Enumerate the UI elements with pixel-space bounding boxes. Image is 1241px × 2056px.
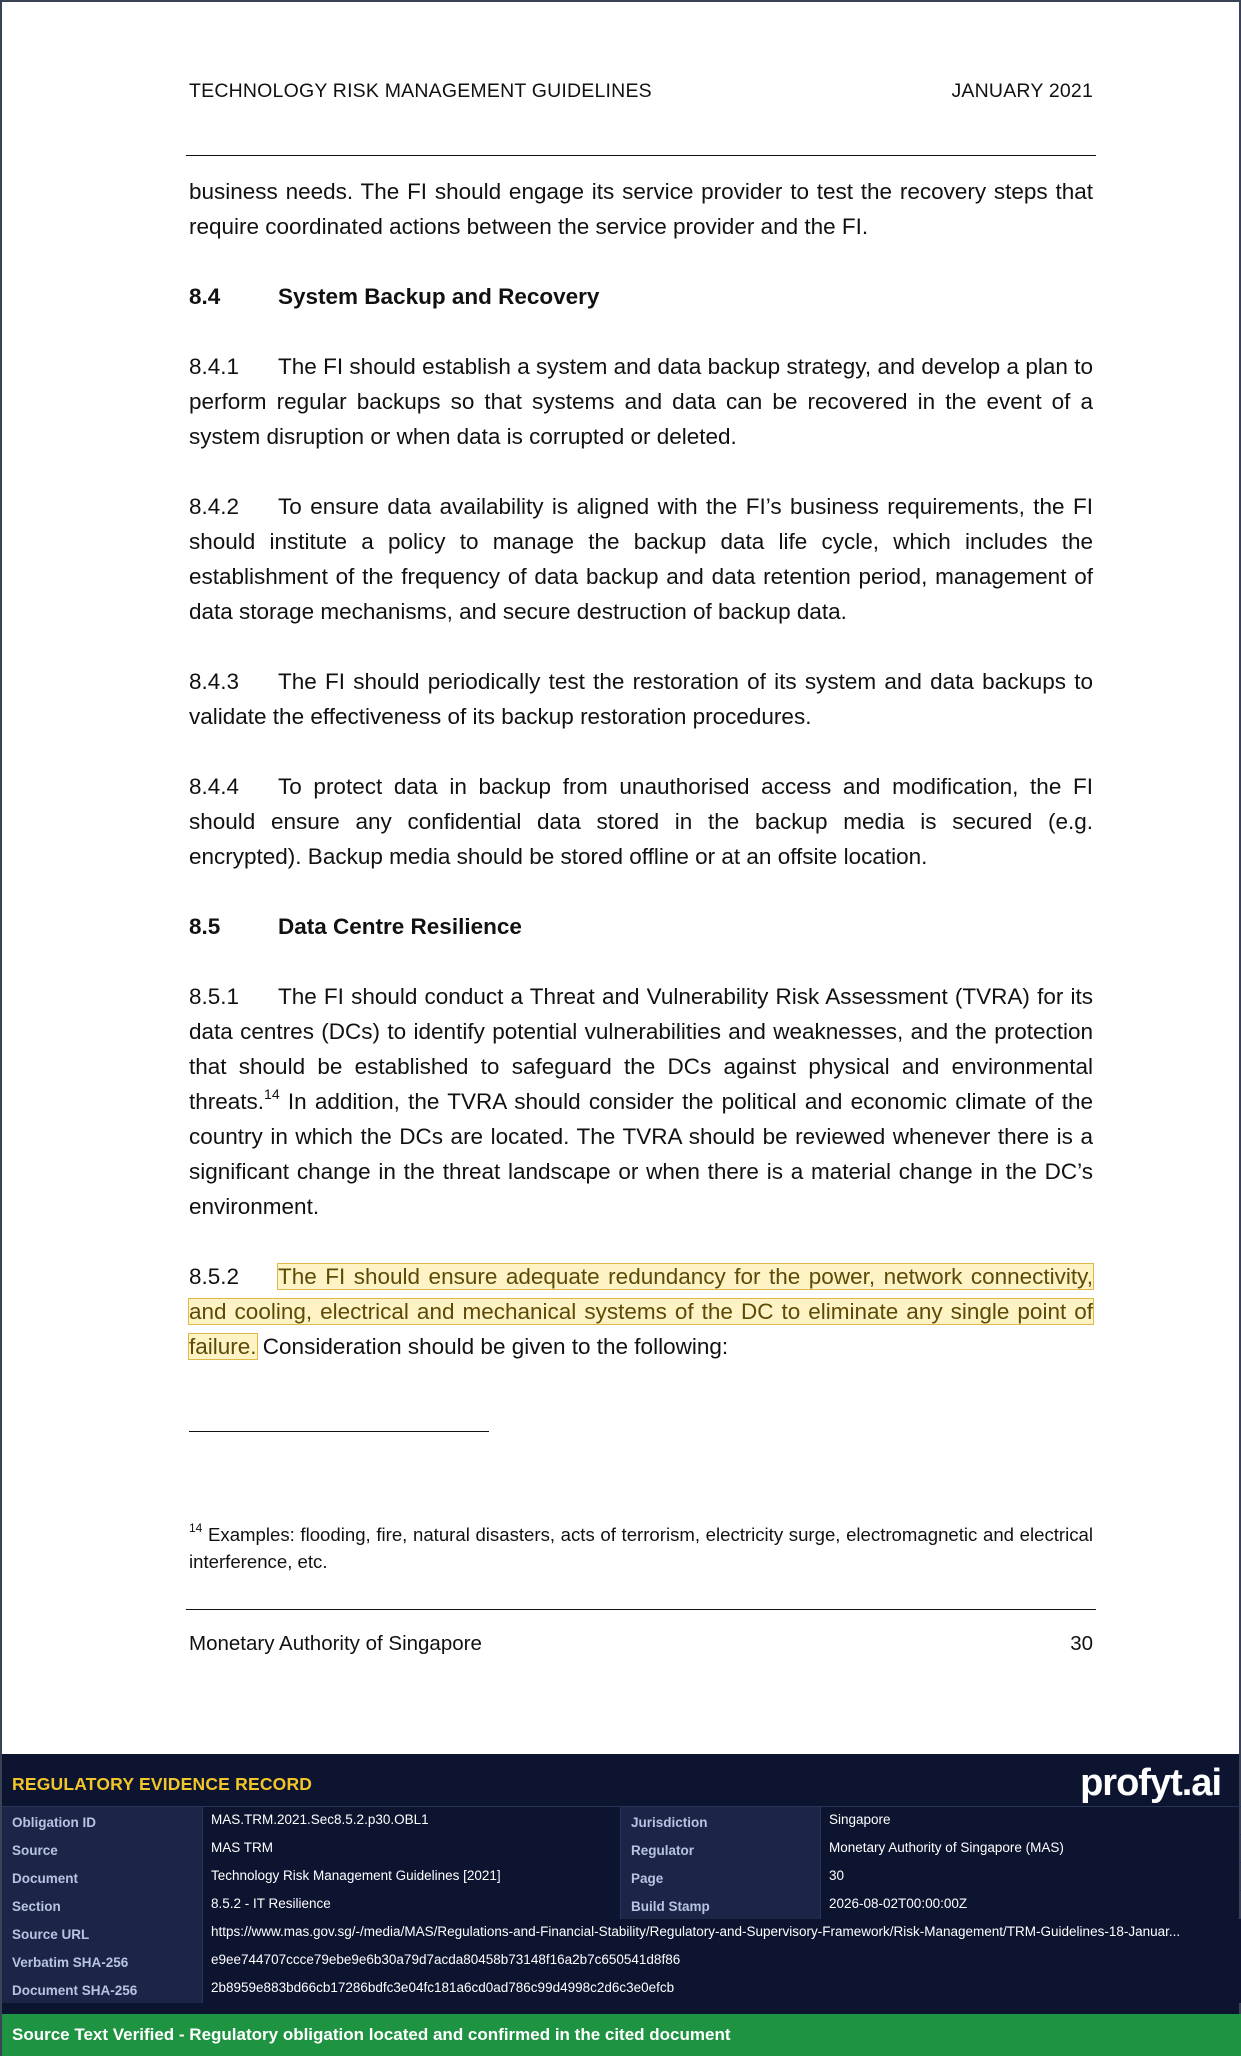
page-value: 30 (820, 1863, 1238, 1891)
paragraph-text: To ensure data availability is aligned with the FI’s business requirements, the FI should institute a policy to manage the backup data life cycle, which includes the establishment of the frequency of data backup and data retention period, management of data storage mechanisms, and secure destruction of backup data. (189, 494, 1093, 624)
paragraph-number: 8.5.2 (189, 1264, 240, 1289)
section-title: System Backup and Recovery (278, 284, 600, 309)
field-label: Page (620, 1863, 820, 1891)
build-stamp-value: 2026-08-02T00:00:00Z (820, 1891, 1238, 1919)
section-number: 8.5 (189, 914, 221, 939)
evidence-row (2, 1806, 1241, 1834)
header-date: JANUARY 2021 (951, 80, 1093, 102)
document-body (189, 174, 1093, 1399)
evidence-row (2, 1890, 1241, 1918)
page-footer (189, 1632, 1093, 1656)
footnote (189, 1521, 1093, 1575)
field-label: Regulator (620, 1835, 820, 1863)
source-value: MAS TRM (202, 1835, 620, 1863)
document-value: Technology Risk Management Guidelines [2021] (202, 1863, 620, 1891)
evidence-grid (2, 1806, 1241, 2002)
paragraph-text: Consideration should be given to the following: (256, 1334, 729, 1359)
footnote-reference[interactable]: 14 (264, 1085, 280, 1102)
paragraph-text-continued: In addition, the TVRA should consider the political and economic climate of the country in which the DCs are located. The TVRA should be reviewed whenever there is a significant change in the threat landscape or when there is a material change in the DC’s environment. (189, 1089, 1093, 1219)
page-number: 30 (1070, 1632, 1093, 1655)
section-value: 8.5.2 - IT Resilience (202, 1891, 620, 1919)
evidence-row (2, 1946, 1241, 1974)
section-number: 8.4 (189, 284, 221, 309)
profyt-logo: profyt.ai (1080, 1762, 1221, 1804)
field-label: Obligation ID (2, 1807, 202, 1835)
page-header (189, 80, 1093, 103)
paragraph-text: The FI should periodically test the restoration of its system and data backups to validate the effectiveness of its backup restoration procedures. (189, 669, 1093, 729)
field-label: Document (2, 1863, 202, 1891)
footer-organisation: Monetary Authority of Singapore (189, 1632, 482, 1655)
paragraph-number: 8.4.4 (189, 774, 240, 799)
verbatim-sha-value: e9ee744707ccce79ebe9e6b30a79d7acda80458b73148f16a2b7c650541d8f86 (202, 1947, 1241, 1975)
paragraph-number: 8.4.1 (189, 354, 240, 379)
evidence-row (2, 1974, 1241, 2002)
document-sha-value: 2b8959e883bd66cb17286bdfc3e04fc181a6cd0ad786c99d4998c2d6c3e0efcb (202, 1975, 1241, 2003)
field-label: Verbatim SHA-256 (2, 1947, 202, 1975)
paragraph-8-5-2 (189, 1259, 1093, 1364)
paragraph-text: The FI should establish a system and data backup strategy, and develop a plan to perform regular backups so that systems and data can be recovered in the event of a system disruption or when data is corrupted or deleted. (189, 354, 1093, 449)
evidence-row (2, 1834, 1241, 1862)
verification-status-bar: Source Text Verified - Regulatory obligation located and confirmed in the cited document (2, 2014, 1241, 2056)
header-rule (186, 155, 1096, 156)
paragraph-continued: business needs. The FI should engage its service provider to test the recovery steps that require coordinated actions between the service provider and the FI. (189, 179, 1093, 239)
footer-rule (186, 1609, 1096, 1610)
paragraph-number: 8.4.3 (189, 669, 240, 694)
section-title: Data Centre Resilience (278, 914, 522, 939)
jurisdiction-value: Singapore (820, 1807, 1238, 1835)
panel-title: REGULATORY EVIDENCE RECORD (12, 1774, 313, 1794)
paragraph-8-5-1 (189, 979, 1093, 1224)
footnote-text: Examples: flooding, fire, natural disasters, acts of terrorism, electricity surge, electromagnetic and electrical interference, etc. (189, 1524, 1093, 1572)
paragraph-number: 8.4.2 (189, 494, 240, 519)
field-label: Jurisdiction (620, 1807, 820, 1835)
evidence-record-panel (0, 1754, 1241, 2056)
header-title: TECHNOLOGY RISK MANAGEMENT GUIDELINES (189, 80, 652, 102)
paragraph-8-4-2 (189, 489, 1093, 629)
field-label: Section (2, 1891, 202, 1919)
obligation-id-value: MAS.TRM.2021.Sec8.5.2.p30.OBL1 (202, 1807, 620, 1835)
field-label: Build Stamp (620, 1891, 820, 1919)
evidence-row (2, 1862, 1241, 1890)
paragraph-8-4-4 (189, 769, 1093, 874)
field-label: Source (2, 1835, 202, 1863)
footnote-marker: 14 (189, 1520, 203, 1535)
evidence-row (2, 1918, 1241, 1946)
highlighted-obligation-text: The FI should ensure adequate redundancy for the power, network connectivity, and cooling, electrical and mechanical systems of the DC to eliminate any single point of failure. (189, 1264, 1093, 1359)
field-label: Document SHA-256 (2, 1975, 202, 2003)
paragraph-number: 8.5.1 (189, 984, 240, 1009)
section-heading-8-4 (189, 279, 1093, 314)
paragraph-text: The FI should conduct a Threat and Vulnerability Risk Assessment (TVRA) for its data centres (DCs) to identify potential vulnerabilities and weaknesses, and the protection that should be established to safeguard the DCs against physical and environmental threats. (189, 984, 1093, 1114)
source-url-link[interactable]: https://www.mas.gov.sg/-/media/MAS/Regulations-and-Financial-Stability/Regulatory-and-Supervisory-Framework/Risk-Management/TRM-Guidelines-18-Januar... (202, 1919, 1241, 1947)
field-label: Source URL (2, 1919, 202, 1947)
paragraph-8-4-3 (189, 664, 1093, 734)
paragraph-8-4-1 (189, 349, 1093, 454)
paragraph-text: To protect data in backup from unauthorised access and modification, the FI should ensure any confidential data stored in the backup media is secured (e.g. encrypted). Backup media should be stored offline or at an offsite location. (189, 774, 1093, 869)
footnote-rule (189, 1431, 489, 1432)
regulator-value: Monetary Authority of Singapore (MAS) (820, 1835, 1238, 1863)
section-heading-8-5 (189, 909, 1093, 944)
